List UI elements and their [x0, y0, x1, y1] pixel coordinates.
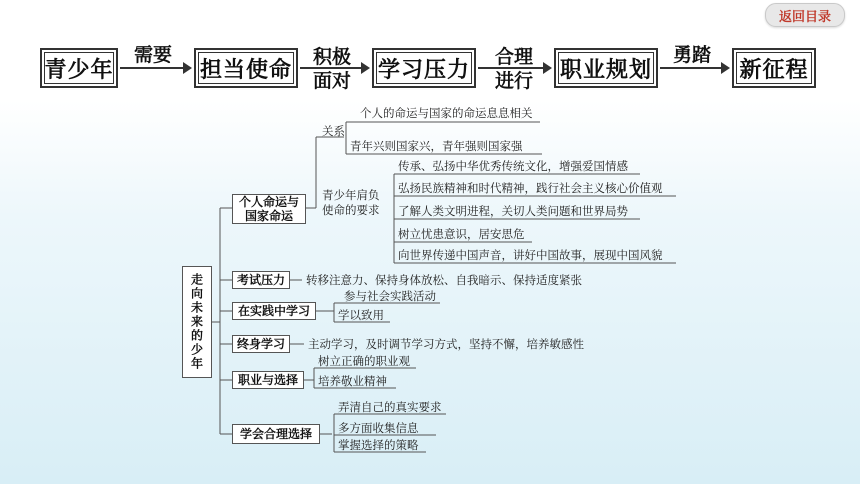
- practice-item-2: 学以致用: [338, 308, 384, 322]
- branch-practice-box: 在实践中学习: [232, 302, 316, 320]
- choice-item-2: 多方面收集信息: [338, 421, 419, 435]
- requirement-item-5: 向世界传递中国声音，讲好中国故事，展现中国风貌: [398, 248, 663, 262]
- flow-box-study-pressure: 学习压力: [372, 48, 476, 88]
- flow-box-new-journey: 新征程: [732, 48, 816, 88]
- practice-item-1: 参与社会实践活动: [344, 289, 436, 303]
- requirement-item-3: 了解人类文明进程，关切人类问题和世界局势: [398, 204, 628, 218]
- exam-pressure-text: 转移注意力、保持身体放松、自我暗示、保持适度紧张: [306, 273, 582, 287]
- flow-box-career-plan: 职业规划: [554, 48, 658, 88]
- tree-root: 走向未来的少年: [182, 266, 212, 378]
- requirement-item-4: 树立忧患意识，居安思危: [398, 227, 525, 241]
- flow-label-stride: 勇踏: [672, 44, 711, 66]
- branch-exam-pressure-box: 考试压力: [232, 271, 290, 289]
- flow-label-proceed: 合理 进行: [494, 46, 533, 92]
- flow-box-mission: 担当使命: [194, 48, 298, 88]
- requirement-item-1: 传承、弘扬中华优秀传统文化，增强爱国情感: [398, 159, 628, 173]
- flow-label-need: 需要: [133, 44, 172, 66]
- branch-fate-box: 个人命运与 国家命运: [232, 194, 306, 224]
- flow-label-face: 积极 面对: [312, 46, 351, 92]
- branch-lifelong-box: 终身学习: [232, 335, 290, 353]
- career-item-2: 培养敬业精神: [318, 374, 387, 388]
- relation-item-1: 个人的命运与国家的命运息息相关: [360, 106, 533, 120]
- branch-career-box: 职业与选择: [232, 371, 304, 389]
- requirement-label: 青少年肩负 使命的要求: [322, 188, 380, 217]
- relation-label: 关系: [322, 124, 345, 138]
- career-item-1: 树立正确的职业观: [318, 354, 410, 368]
- choice-item-3: 掌握选择的策略: [338, 438, 419, 452]
- lifelong-text: 主动学习，及时调节学习方式，坚持不懈，培养敏感性: [308, 337, 584, 351]
- relation-item-2: 青年兴则国家兴，青年强则国家强: [350, 139, 523, 153]
- choice-item-1: 弄清自己的真实要求: [338, 400, 442, 414]
- flow-box-youth: 青少年: [40, 48, 118, 88]
- back-to-contents-button[interactable]: 返回目录: [765, 3, 845, 27]
- requirement-item-2: 弘扬民族精神和时代精神，践行社会主义核心价值观: [398, 181, 663, 195]
- branch-choice-box: 学会合理选择: [232, 424, 320, 444]
